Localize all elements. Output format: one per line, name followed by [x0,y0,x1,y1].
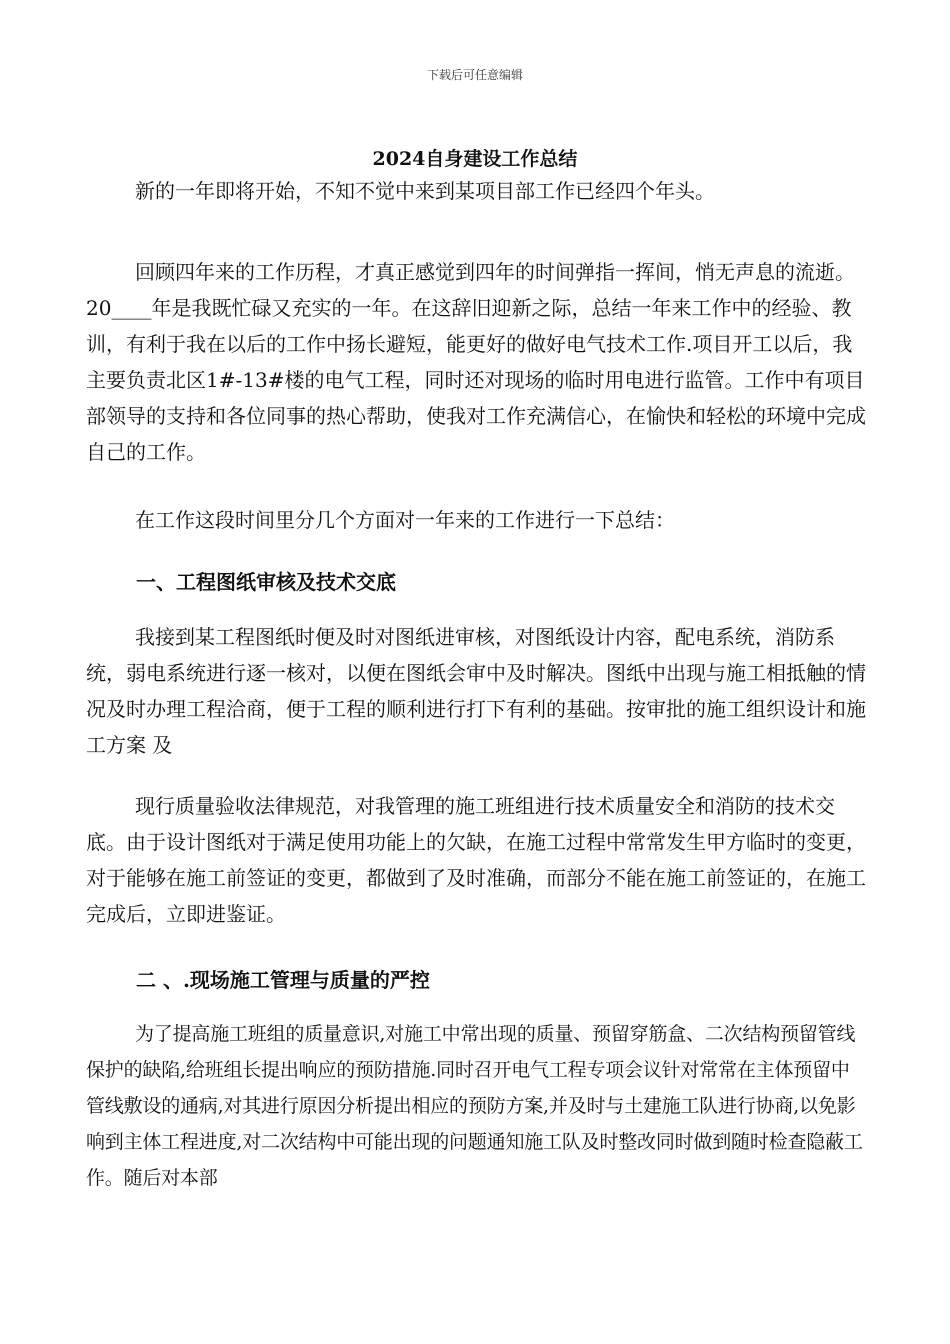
section-heading-1: 一、工程图纸审核及技术交底 [136,570,396,594]
paragraph-technical-briefing: 现行质量验收法律规范，对我管理的施工班组进行技术质量安全和消防的技术交底。由于设计图纸对于满足使用功能上的欠缺，在施工过程中常常发生甲方临时的变更，对于能够在施工前签证的变更，都做到了及时准确，而部分不能在施工前签证的，在施工完成后，立即进鉴证。 [86,794,866,926]
paragraph-review: 回顾四年来的工作历程，才真正感觉到四年的时间弹指一挥间，悄无声息的流逝。20____年是我既忙碌又充实的一年。在这辞旧迎新之际，总结一年来工作中的经验、教训，有利于我在以后的工作中扬长避短，能更好的做好电气技术工作.项目开工以后，我主要负责北区1#-13#楼的电气工程，同时还对现场的临时用电进行监管。工作中有项目部领导的支持和各位同事的热心帮助，使我对工作充满信心，在愉快和轻松的环境中完成自己的工作。 [86,260,866,464]
header-note: 下载后可任意编辑 [426,68,523,82]
paragraph-intro: 新的一年即将开始，不知不觉中来到某项目部工作已经四个年头。 [135,179,715,203]
paragraph-quality-control: 为了提高施工班组的质量意识,对施工中常出现的质量、预留穿筋盒、二次结构预留管线保护的缺陷,给班组长提出响应的预防措施.同时召开电气工程专项会议针对常常在主体预留中管线敷设的通病,对其进行原因分析提出相应的预防方案,并及时与土建施工队进行协商,以免影响到主体工程进度,对二次结构中可能出现的问题通知施工队及时整改同时做到随时检查隐蔽工作。随后对本部 [86,1023,863,1189]
document-title: 2024自身建设工作总结 [372,148,578,170]
paragraph-drawing-review: 我接到某工程图纸时便及时对图纸进审核，对图纸设计内容，配电系统，消防系统，弱电系统进行逐一核对，以便在图纸会审中及时解决。图纸中出现与施工相抵触的情况及时办理工程洽商，便于工程的顺利进行打下有利的基础。按审批的施工组织设计和施工方案 及 [86,625,866,757]
paragraph-summary-lead: 在工作这段时间里分几个方面对一年来的工作进行一下总结： [135,508,675,532]
section-heading-2: 二 、.现场施工管理与质量的严控 [136,968,430,992]
